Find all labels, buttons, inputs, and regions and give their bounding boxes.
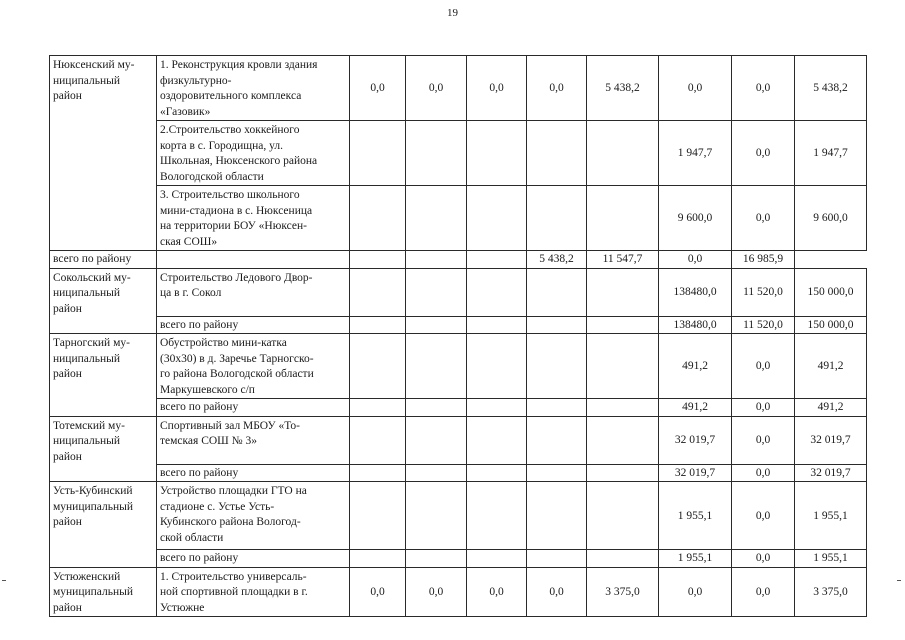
amount-cell-4 xyxy=(527,186,587,251)
amount-cell-8 xyxy=(795,316,867,334)
project-cell-text: Устройство площадки ГТО на стадионе с. Устье Усть- Кубинского района Вологод- ской области xyxy=(160,485,307,544)
amount-cell-5 xyxy=(587,268,659,316)
amount-cell-8-text: 1 955,1 xyxy=(813,509,848,522)
amount-cell-6-text: 0,0 xyxy=(687,586,703,598)
amount-cell-7-text: 0,0 xyxy=(687,253,703,265)
amount-cell-6-text: 32 019,7 xyxy=(674,434,716,447)
amount-cell-8-text: 16 985,9 xyxy=(742,253,784,265)
amount-cell-2 xyxy=(406,416,467,464)
amount-cell-6-text: 138480,0 xyxy=(673,318,717,331)
amount-cell-7 xyxy=(732,268,795,316)
amount-cell-4 xyxy=(527,268,587,316)
amount-cell-1 xyxy=(350,186,406,251)
amount-cell-4 xyxy=(527,464,587,482)
amount-cell-2 xyxy=(406,399,467,417)
amount-cell-3-text: 0,0 xyxy=(489,586,504,598)
project-cell-text: Обустройство мини-катка (30х30) в д. Заречье Тарногско- го района Вологодской области Маркушевского с/п xyxy=(160,337,314,396)
amount-cell-6 xyxy=(659,186,732,251)
amount-cell-6 xyxy=(659,482,732,550)
amount-cell-5 xyxy=(587,482,659,550)
amount-cell-7 xyxy=(732,334,795,399)
amount-cell-1 xyxy=(350,316,406,334)
amount-cell-2 xyxy=(406,316,467,334)
amount-cell-8-text: 3 375,0 xyxy=(813,586,848,598)
district-cell-text: Тарногский му- ниципальный район xyxy=(53,337,130,380)
district-cell xyxy=(50,482,157,568)
amount-cell-6-text: 1 955,1 xyxy=(677,552,713,564)
amount-cell-3 xyxy=(467,550,527,568)
amount-cell-6-text: 11 547,7 xyxy=(602,253,643,265)
amount-cell-7-text: 0,0 xyxy=(755,401,771,413)
amount-cell-6 xyxy=(659,334,732,399)
amount-cell-6 xyxy=(659,567,732,617)
amount-cell-1 xyxy=(350,121,406,186)
amount-cell-1 xyxy=(350,334,406,399)
amount-cell-7 xyxy=(659,251,732,269)
amount-cell-2 xyxy=(406,186,467,251)
district-cell xyxy=(50,416,157,482)
total-label-cell xyxy=(157,399,350,417)
amount-cell-3 xyxy=(467,567,527,617)
amount-cell-8-text: 1 955,1 xyxy=(813,552,848,564)
amount-cell-5 xyxy=(587,186,659,251)
project-cell xyxy=(157,121,350,186)
amount-cell-4 xyxy=(527,334,587,399)
amount-cell-8-text: 491,2 xyxy=(817,401,844,413)
amount-cell-7 xyxy=(732,399,795,417)
amount-cell-7 xyxy=(732,316,795,334)
table-row xyxy=(50,186,867,251)
amount-cell-6-text: 0,0 xyxy=(687,82,703,95)
amount-cell-8-text: 32 019,7 xyxy=(810,466,851,479)
amount-cell-2 xyxy=(406,550,467,568)
amount-cell-8-text: 1 947,7 xyxy=(813,147,848,160)
amount-cell-5-text: 5 438,2 xyxy=(605,82,640,95)
project-cell-text: Строительство Ледового Двор- ца в г. Сокол xyxy=(160,271,313,299)
amount-cell-4 xyxy=(527,316,587,334)
amount-cell-8-text: 32 019,7 xyxy=(810,434,851,447)
amount-cell-8-text: 150 000,0 xyxy=(807,318,854,331)
amount-cell-6 xyxy=(659,464,732,482)
amount-cell-7-text: 0,0 xyxy=(755,212,771,225)
amount-cell-6-text: 491,2 xyxy=(682,401,708,413)
amount-cell-8 xyxy=(795,550,867,568)
page-number: 19 xyxy=(447,7,458,19)
amount-cell-3 xyxy=(406,251,467,269)
amount-cell-5 xyxy=(527,251,587,269)
amount-cell-2 xyxy=(350,251,406,269)
amount-cell-5 xyxy=(587,567,659,617)
amount-cell-7 xyxy=(732,482,795,550)
edge-mark-left xyxy=(2,580,6,581)
amount-cell-4 xyxy=(527,56,587,121)
amount-cell-7-text: 0,0 xyxy=(755,509,771,522)
amount-cell-8 xyxy=(795,567,867,617)
district-cell xyxy=(50,268,157,334)
amount-cell-7-text: 0,0 xyxy=(755,552,771,564)
total-label-cell-text: всего по району xyxy=(53,253,132,265)
table-row xyxy=(50,567,867,617)
project-cell-text: 1. Строительство универсаль- ной спортивной площадки в г. Устюжне xyxy=(160,570,308,614)
amount-cell-8-text: 5 438,2 xyxy=(813,82,848,95)
district-cell xyxy=(50,56,157,251)
amount-cell-7-text: 11 520,0 xyxy=(743,286,783,299)
amount-cell-7-text: 11 520,0 xyxy=(743,318,783,331)
district-cell-text: Усть-Кубинский муниципальный район xyxy=(53,485,134,528)
amount-cell-7 xyxy=(732,416,795,464)
amount-cell-7 xyxy=(732,464,795,482)
amount-cell-6-text: 1 947,7 xyxy=(677,147,713,160)
total-row xyxy=(50,399,867,417)
amount-cell-3-text: 0,0 xyxy=(489,82,504,95)
amount-cell-8 xyxy=(795,399,867,417)
table-row xyxy=(50,56,867,121)
amount-cell-3 xyxy=(467,399,527,417)
total-label-cell-text: всего по району xyxy=(160,466,239,479)
district-cell-text: Тотемский му- ниципальный район xyxy=(53,419,125,463)
amount-cell-2 xyxy=(406,268,467,316)
amount-cell-3 xyxy=(467,316,527,334)
amount-cell-3 xyxy=(467,186,527,251)
amount-cell-4 xyxy=(467,251,527,269)
table-row xyxy=(50,482,867,550)
amount-cell-1 xyxy=(350,416,406,464)
amount-cell-4 xyxy=(527,416,587,464)
amount-cell-5 xyxy=(587,334,659,399)
amount-cell-6-text: 32 019,7 xyxy=(674,466,716,479)
amount-cell-7-text: 0,0 xyxy=(755,586,771,598)
amount-cell-5 xyxy=(587,56,659,121)
amount-cell-6-text: 9 600,0 xyxy=(677,212,713,225)
amount-cell-4 xyxy=(527,550,587,568)
total-label-cell xyxy=(157,464,350,482)
amount-cell-8-text: 150 000,0 xyxy=(807,286,854,299)
total-row xyxy=(50,251,867,269)
amount-cell-6 xyxy=(659,416,732,464)
total-label-cell-text: всего по району xyxy=(160,318,239,331)
amount-cell-7 xyxy=(732,550,795,568)
amount-cell-2 xyxy=(406,482,467,550)
amount-cell-3 xyxy=(467,416,527,464)
amount-cell-1-text: 0,0 xyxy=(370,82,385,95)
project-cell-text: Спортивный зал МБОУ «То- темская СОШ № 3» xyxy=(160,419,300,447)
amount-cell-5-text: 3 375,0 xyxy=(605,586,640,598)
amount-cell-5 xyxy=(587,464,659,482)
project-cell-text: 3. Строительство школьного мини-стадиона в с. Нюксеница на территории БОУ «Нюксен- ская СОШ» xyxy=(160,189,313,248)
amount-cell-1 xyxy=(157,251,350,269)
amount-cell-6 xyxy=(659,56,732,121)
amount-cell-8-text: 491,2 xyxy=(817,360,844,373)
amount-cell-1 xyxy=(350,399,406,417)
amount-cell-3 xyxy=(467,268,527,316)
total-label-cell-text: всего по району xyxy=(160,401,239,413)
amount-cell-7-text: 0,0 xyxy=(755,466,771,479)
total-row xyxy=(50,550,867,568)
district-cell-text: Устюженский муниципальный район xyxy=(53,570,134,614)
table-row xyxy=(50,121,867,186)
total-row xyxy=(50,464,867,482)
district-cell xyxy=(50,567,157,617)
amount-cell-5 xyxy=(587,550,659,568)
amount-cell-7 xyxy=(732,121,795,186)
table-row xyxy=(50,334,867,399)
amount-cell-4 xyxy=(527,567,587,617)
amount-cell-6 xyxy=(659,316,732,334)
project-cell xyxy=(157,482,350,550)
total-label-cell xyxy=(50,251,157,269)
amount-cell-7-text: 0,0 xyxy=(755,434,771,447)
amount-cell-3 xyxy=(467,464,527,482)
amount-cell-6 xyxy=(659,121,732,186)
amount-cell-7 xyxy=(732,186,795,251)
amount-cell-3 xyxy=(467,482,527,550)
amount-cell-8 xyxy=(795,334,867,399)
amount-cell-1 xyxy=(350,56,406,121)
project-cell xyxy=(157,416,350,464)
amount-cell-5 xyxy=(587,316,659,334)
amount-cell-2 xyxy=(406,56,467,121)
amount-cell-5 xyxy=(587,416,659,464)
amount-cell-2-text: 0,0 xyxy=(428,586,444,598)
edge-mark-right xyxy=(897,580,901,581)
amount-cell-6 xyxy=(587,251,659,269)
total-label-cell-text: всего по району xyxy=(160,552,239,564)
amount-cell-4 xyxy=(527,482,587,550)
amount-cell-1 xyxy=(350,268,406,316)
project-cell-text: 2.Строительство хоккейного корта в с. Городищна, ул. Школьная, Нюксенского района Вологодской области xyxy=(160,124,318,183)
amount-cell-3 xyxy=(467,121,527,186)
funding-table xyxy=(49,55,867,617)
project-cell xyxy=(157,334,350,399)
total-row xyxy=(50,316,867,334)
amount-cell-5 xyxy=(587,399,659,417)
amount-cell-8 xyxy=(795,121,867,186)
amount-cell-8 xyxy=(795,186,867,251)
amount-cell-7 xyxy=(732,56,795,121)
district-cell-text: Сокольский му- ниципальный район xyxy=(53,271,131,315)
table-row xyxy=(50,268,867,316)
amount-cell-4-text: 0,0 xyxy=(549,82,564,95)
amount-cell-3 xyxy=(467,56,527,121)
amount-cell-6 xyxy=(659,268,732,316)
amount-cell-2 xyxy=(406,567,467,617)
district-cell xyxy=(50,334,157,417)
amount-cell-6-text: 1 955,1 xyxy=(677,509,713,522)
amount-cell-8 xyxy=(795,416,867,464)
amount-cell-3 xyxy=(467,334,527,399)
table-row xyxy=(50,416,867,464)
amount-cell-8-text: 9 600,0 xyxy=(813,212,848,225)
amount-cell-8 xyxy=(795,56,867,121)
amount-cell-4 xyxy=(527,121,587,186)
amount-cell-8 xyxy=(795,482,867,550)
amount-cell-8 xyxy=(795,268,867,316)
amount-cell-7 xyxy=(732,567,795,617)
amount-cell-4 xyxy=(527,399,587,417)
amount-cell-4-text: 0,0 xyxy=(549,586,564,598)
amount-cell-7-text: 0,0 xyxy=(755,82,771,95)
amount-cell-5-text: 5 438,2 xyxy=(539,253,574,265)
total-label-cell xyxy=(157,316,350,334)
amount-cell-2 xyxy=(406,334,467,399)
project-cell xyxy=(157,56,350,121)
project-cell-text: 1. Реконструкция кровли здания физкультурно- оздоровительного комплекса «Газовик» xyxy=(160,59,318,118)
amount-cell-2 xyxy=(406,464,467,482)
amount-cell-1 xyxy=(350,550,406,568)
amount-cell-1-text: 0,0 xyxy=(370,586,385,598)
amount-cell-2-text: 0,0 xyxy=(428,82,444,95)
total-label-cell xyxy=(157,550,350,568)
amount-cell-1 xyxy=(350,482,406,550)
amount-cell-6-text: 491,2 xyxy=(682,360,708,373)
amount-cell-1 xyxy=(350,567,406,617)
project-cell xyxy=(157,268,350,316)
amount-cell-8 xyxy=(732,251,795,269)
amount-cell-8 xyxy=(795,464,867,482)
amount-cell-6 xyxy=(659,399,732,417)
amount-cell-6-text: 138480,0 xyxy=(673,286,717,299)
amount-cell-2 xyxy=(406,121,467,186)
amount-cell-5 xyxy=(587,121,659,186)
project-cell xyxy=(157,186,350,251)
district-cell-text: Нюксенский му- ниципальный район xyxy=(53,59,135,102)
amount-cell-6 xyxy=(659,550,732,568)
amount-cell-1 xyxy=(350,464,406,482)
amount-cell-7-text: 0,0 xyxy=(755,360,771,373)
project-cell xyxy=(157,567,350,617)
amount-cell-7-text: 0,0 xyxy=(755,147,771,160)
